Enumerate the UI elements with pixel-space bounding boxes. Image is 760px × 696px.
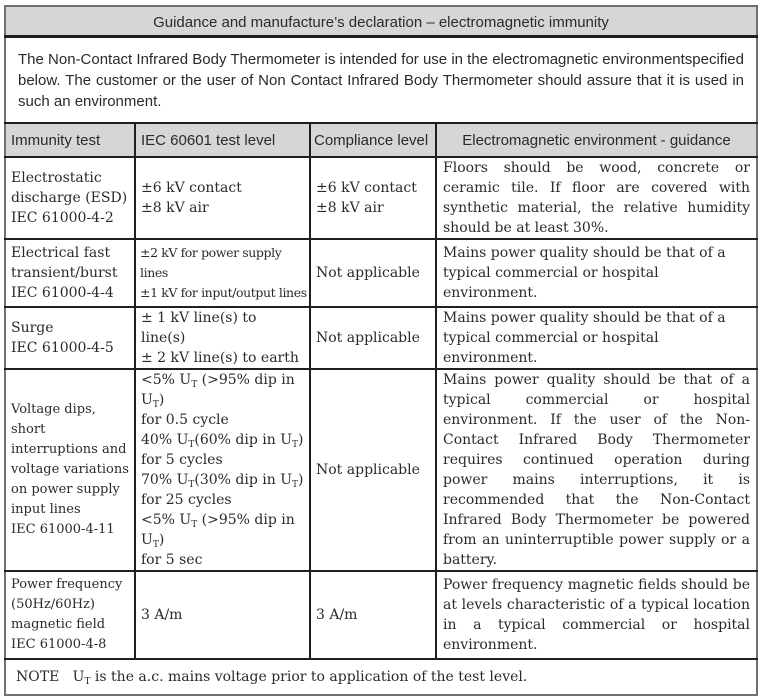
test-level-line	[141, 510, 304, 550]
test-level-line: ±8 kV air	[141, 200, 209, 216]
level-text: (30% dip in U	[194, 472, 293, 488]
immunity-test-cell	[5, 157, 135, 239]
test-level-cell	[135, 239, 310, 307]
level-text: <5% U	[141, 372, 192, 388]
note-subscript: T	[84, 677, 91, 687]
test-level-line: ±1 kV for input/output lines	[140, 285, 307, 300]
table-row-esd	[5, 157, 757, 239]
guidance-cell: Power frequency magnetic fields should be at levels characteristic of a typical location in a typical commercial or hospital environment.	[436, 571, 757, 659]
test-level-line	[141, 470, 304, 490]
test-level-cell	[135, 157, 310, 239]
compliance-level-line: Not applicable	[316, 462, 420, 478]
compliance-level-cell	[310, 571, 436, 659]
compliance-level-line: Not applicable	[316, 330, 420, 346]
table-note	[5, 659, 757, 695]
compliance-level-line: 3 A/m	[316, 607, 358, 623]
intro-paragraph: The Non-Contact Infrared Body Thermometer is intended for use in the electromagnetic environmentspecified below. The customer or the user of Non Contact Infrared Body Thermometer should assure that it is used in such an environment.	[5, 37, 757, 124]
immunity-test-line: on power supply	[11, 482, 120, 497]
immunity-test-line: IEC 61000-4-4	[11, 285, 114, 301]
test-level-line: for 5 sec	[141, 552, 203, 568]
level-text: )	[158, 532, 165, 548]
immunity-test-line: discharge (ESD)	[11, 190, 128, 206]
test-level-cell	[135, 571, 310, 659]
immunity-test-cell	[5, 239, 135, 307]
table-row-eft	[5, 239, 757, 307]
table-row-surge	[5, 307, 757, 369]
table-row-power-frequency	[5, 571, 757, 659]
immunity-test-line: IEC 61000-4-2	[11, 210, 114, 226]
column-header-compliance-level: Compliance level	[310, 123, 436, 157]
subscript-t: T	[292, 480, 299, 490]
test-level-line: for 5 cycles	[141, 452, 223, 468]
immunity-test-line: IEC 61000-4-8	[11, 637, 107, 652]
subscript-t: T	[152, 540, 159, 550]
subscript-t: T	[188, 480, 195, 490]
compliance-level-line: Not applicable	[316, 265, 420, 281]
compliance-level-cell	[310, 307, 436, 369]
level-text: (>95% dip in U	[141, 512, 295, 548]
subscript-t: T	[191, 520, 198, 530]
immunity-test-cell	[5, 571, 135, 659]
subscript-t: T	[292, 440, 299, 450]
table-row-voltage-dips	[5, 369, 757, 571]
immunity-test-line: Power frequency	[11, 577, 123, 592]
guidance-cell: Floors should be wood, concrete or ceramic tile. If floor are covered with synthetic material, the relative humidity should be at least 30%.	[436, 157, 757, 239]
column-header-test-level: IEC 60601 test level	[135, 123, 310, 157]
column-header-guidance: Electromagnetic environment - guidance	[436, 123, 757, 157]
immunity-test-line: IEC 61000-4-11	[11, 522, 115, 537]
note-text: is the a.c. mains voltage prior to application of the test level.	[90, 669, 528, 685]
immunity-test-line: magnetic field	[11, 617, 106, 632]
subscript-t: T	[152, 400, 159, 410]
note-label: NOTE	[16, 669, 60, 685]
column-header-immunity-test: Immunity test	[5, 123, 135, 157]
compliance-level-line: ±6 kV contact	[316, 180, 417, 196]
guidance-cell: Mains power quality should be that of a typical commercial or hospital environment.	[436, 307, 757, 369]
immunity-test-line: interruptions and	[11, 442, 127, 457]
test-level-line: ± 2 kV line(s) to earth	[141, 350, 299, 366]
test-level-line: ± 1 kV line(s) to line(s)	[141, 310, 257, 346]
test-level-line: 3 A/m	[141, 607, 183, 623]
compliance-level-cell	[310, 239, 436, 307]
immunity-test-cell	[5, 307, 135, 369]
immunity-test-line: IEC 61000-4-5	[11, 340, 114, 356]
level-text: )	[298, 432, 304, 448]
test-level-cell	[135, 369, 310, 571]
test-level-line	[141, 370, 304, 410]
emc-immunity-table	[4, 5, 758, 696]
immunity-test-line: input lines	[11, 502, 81, 517]
immunity-test-line: transient/burst	[11, 265, 118, 281]
immunity-test-line: Electrical fast	[11, 245, 111, 261]
test-level-line: ±2 kV for power supply lines	[140, 245, 282, 280]
test-level-line: for 0.5 cycle	[141, 412, 229, 428]
level-text: 40% U	[141, 432, 189, 448]
compliance-level-line: ±8 kV air	[316, 200, 384, 216]
level-text: )	[298, 472, 304, 488]
immunity-test-line: Voltage dips, short	[11, 402, 96, 437]
level-text: (60% dip in U	[194, 432, 293, 448]
compliance-level-cell	[310, 369, 436, 571]
immunity-test-line: voltage variations	[11, 462, 129, 477]
level-text: (>95% dip in U	[141, 372, 295, 408]
subscript-t: T	[188, 440, 195, 450]
note-symbol: U	[72, 669, 85, 685]
compliance-level-cell	[310, 157, 436, 239]
immunity-test-line: (50Hz/60Hz)	[11, 597, 95, 612]
immunity-test-cell	[5, 369, 135, 571]
test-level-line: for 25 cycles	[141, 492, 232, 508]
table-title: Guidance and manufacture’s declaration – electromagnetic immunity	[5, 6, 757, 37]
guidance-cell: Mains power quality should be that of a typical commercial or hospital environment.	[436, 239, 757, 307]
guidance-cell: Mains power quality should be that of a typical commercial or hospital environment. If the user of the Non-Contact Infrared Body Thermometer requires continued operation during power mains interruptions, it is recommended that the Non-Contact Infrared Body Thermometer be powered from an uninterruptible power supply or a battery.	[436, 369, 757, 571]
test-level-line: ±6 kV contact	[141, 180, 242, 196]
column-header-row	[5, 123, 757, 157]
immunity-test-line: Electrostatic	[11, 170, 102, 186]
level-text: 70% U	[141, 472, 189, 488]
immunity-test-line: Surge	[11, 320, 54, 336]
test-level-cell	[135, 307, 310, 369]
test-level-line	[141, 430, 304, 450]
level-text: <5% U	[141, 512, 192, 528]
subscript-t: T	[191, 380, 198, 390]
level-text: )	[158, 392, 165, 408]
emc-immunity-table-container	[4, 5, 756, 696]
